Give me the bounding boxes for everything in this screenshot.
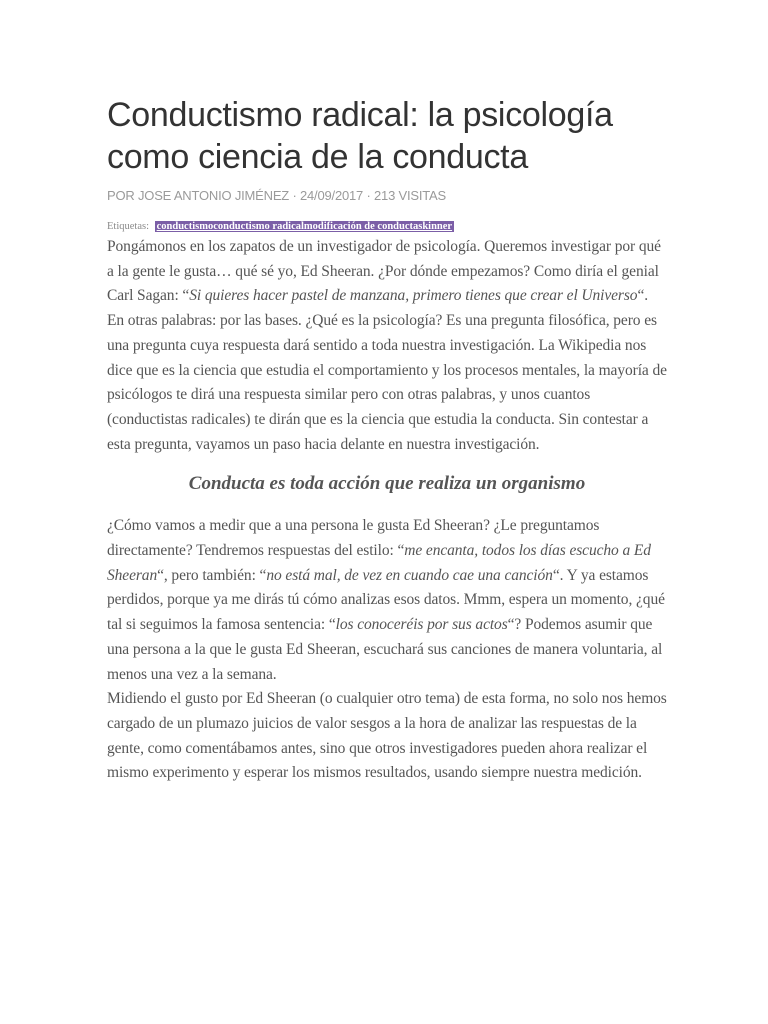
paragraph-2-text-d: “? Podemos asumir que una persona a la que le gusta Ed Sheeran, escuchará sus canciones de manera voluntaria, al menos una vez a la semana. (107, 616, 663, 683)
paragraph-2-text-c: “. Y ya estamos perdidos, porque ya me dirás tú cómo analizas esos datos. Mmm, espera un momento, ¿qué tal si seguimos la famosa sentencia: “ (107, 566, 665, 634)
section-heading: Conducta es toda acción que realiza un organismo (188, 473, 586, 495)
article-title: Conductismo radical: la psicología como ciencia de la conducta (107, 96, 613, 176)
quote-3: los conoceréis por sus actos (335, 616, 508, 634)
paragraph-2-text-b: “, pero también: “ (157, 566, 267, 584)
paragraph-3: Midiendo el gusto por Ed Sheeran (o cualquier otro tema) de esta forma, no solo nos hemos cargado de un plumazo juicios de valor sesgos a la hora de analizar las respuestas de la gente, como comentábamos antes, sino que otros investigadores pueden ahora realizar el mismo experimento y esperar los mismos resultados, usando siempre nuestra medición. (107, 690, 667, 782)
article-meta: POR JOSE ANTONIO JIMÉNEZ · 24/09/2017 · 213 VISITAS (107, 188, 446, 203)
paragraph-1 (107, 235, 667, 457)
paragraph-2 (107, 514, 667, 687)
tag-links[interactable]: conductismoconductismo radicalmodificación de conductaskinner (156, 221, 453, 232)
paragraph-2-text-a: ¿Cómo vamos a medir que a una persona le gusta Ed Sheeran? ¿Le preguntamos directamente? Tendremos respuestas del estilo: “ (107, 517, 600, 560)
paragraph-1-text-b: “. En otras palabras: por las bases. ¿Qué es la psicología? Es una pregunta filosófica, pero es una pregunta cuya respuesta dará sentido a toda nuestra investigación. La Wikipedia nos dice que es la ciencia que estudia el comportamiento y los procesos mentales, la mayoría de psicólogos te dirá una respuesta similar pero con otras palabras, y unos cuantos (conductistas radicales) te dirán que es la ciencia que estudia la conducta. Sin contestar a esta pregunta, vayamos un paso hacia delante en nuestra investigación. (107, 287, 667, 453)
quote-1: me encanta, todos los días escucho a Ed Sheeran (107, 542, 651, 584)
paragraph-1-text-a: Pongámonos en los zapatos de un investigador de psicología. Queremos investigar por qué a la gente le gusta… qué sé yo, Ed Sheeran. ¿Por dónde empezamos? Como diría el genial Carl Sagan: “ (107, 238, 661, 305)
tags-row (107, 220, 667, 234)
quote-2: no está mal, de vez en cuando cae una canción (266, 566, 553, 584)
tags-label: Etiquetas: (107, 221, 149, 232)
article (107, 94, 667, 786)
carl-sagan-quote: Si quieres hacer pastel de manzana, primero tienes que crear el Universo (189, 287, 638, 305)
